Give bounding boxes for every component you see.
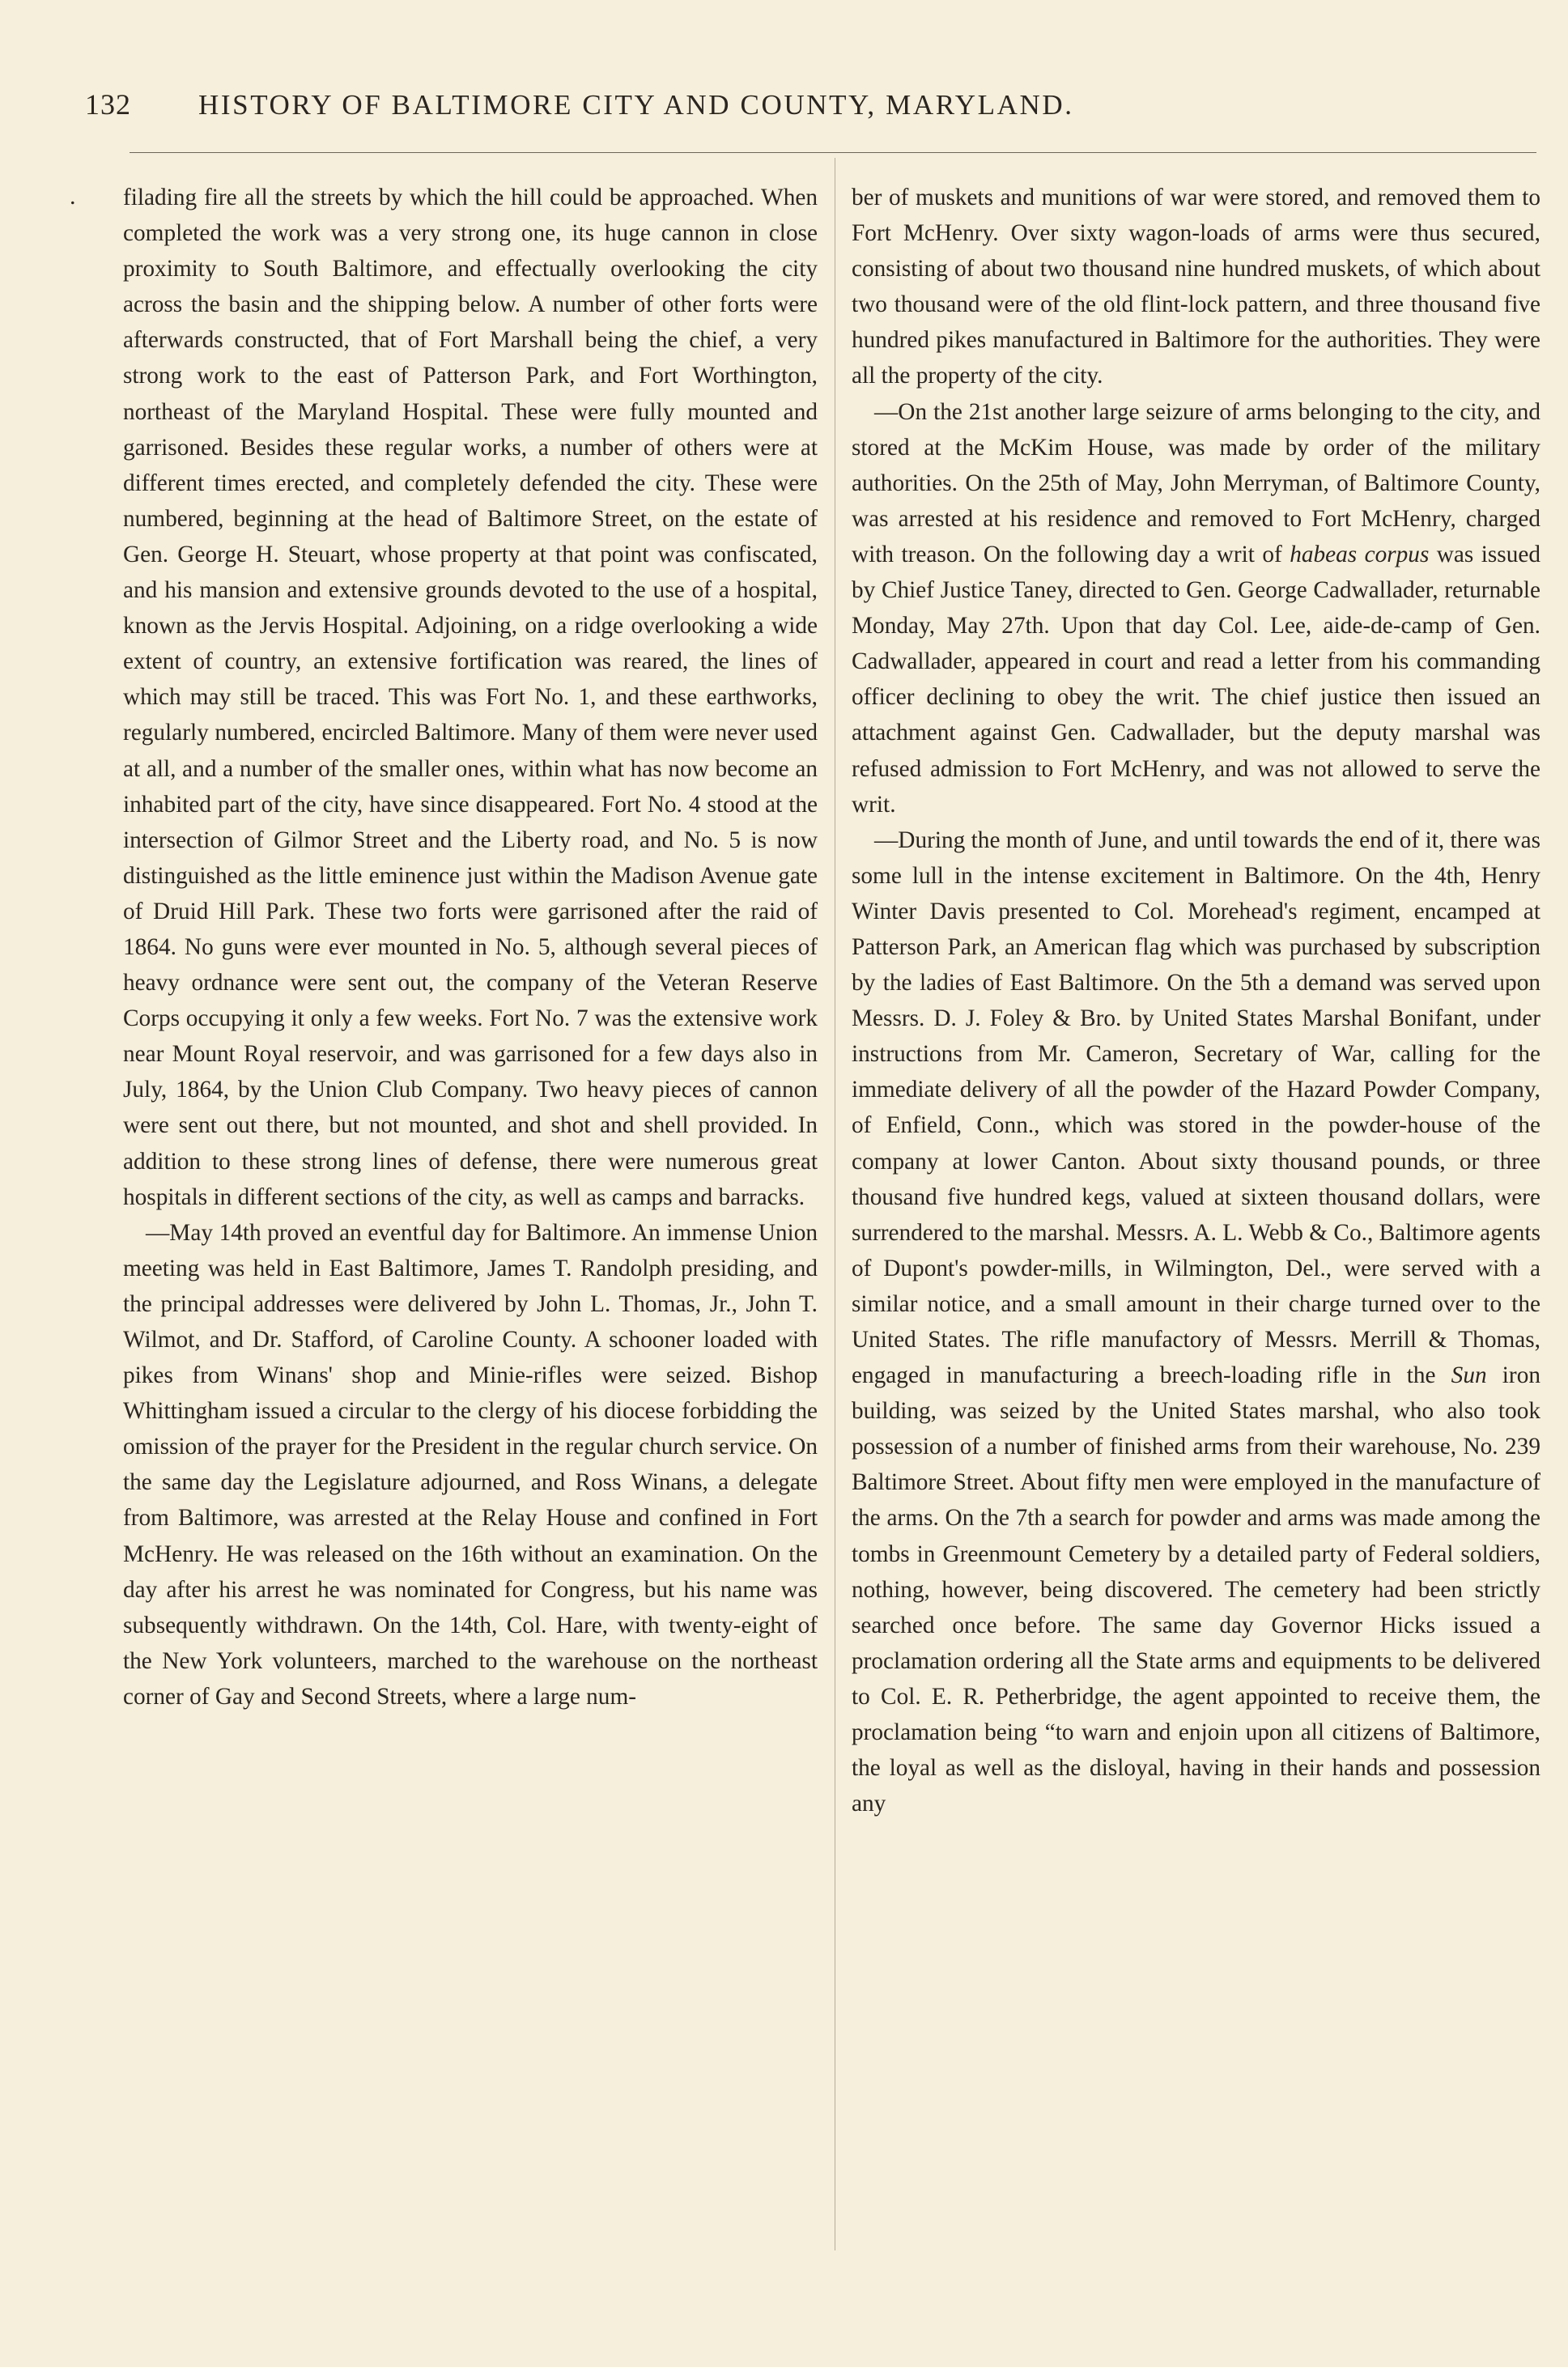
habeas-corpus-italic: habeas corpus <box>1290 541 1430 567</box>
header-rule <box>130 152 1536 153</box>
left-paragraph-1: filading fire all the streets by which the hill could be approached. When completed the work was a very strong one, its huge cannon in close proximity to South Baltimore, and effectually overlooking the city across the basin and the shipping below. A number of other forts were afterwards constructed, that of Fort Marshall being the chief, a very strong work to the east of Patterson Park, and Fort Worthington, northeast of the Maryland Hospital. These were fully mounted and garrisoned. Besides these regular works, a number of others were at different times erected, and completely defended the city. These were numbered, beginning at the head of Baltimore Street, on the estate of Gen. George H. Steuart, whose property at that point was confiscated, and his mansion and extensive grounds devoted to the use of a hospital, known as the Jervis Hospital. Adjoining, on a ridge overlooking a wide extent of country, an extensive fortification was reared, the lines of which may still be traced. This was Fort No. 1, and these earthworks, regularly numbered, encircled Baltimore. Many of them were never used at all, and a number of the smaller ones, within what has now become an inhabited part of the city, have since disappeared. Fort No. 4 stood at the intersection of Gilmor Street and the Liberty road, and No. 5 is now distinguished as the little eminence just within the Madison Avenue gate of Druid Hill Park. These two forts were garrisoned after the raid of 1864. No guns were ever mounted in No. 5, although several pieces of heavy ordnance were sent out, the company of the Veteran Reserve Corps occupying it only a few weeks. Fort No. 7 was the extensive work near Mount Royal reservoir, and was garrisoned for a few days also in July, 1864, by the Union Club Company. Two heavy pieces of cannon were sent out there, but not mounted, and shot and shell provided. In addition to these strong lines of defense, there were numerous great hospitals in different sections of the city, as well as camps and barracks. <box>123 185 818 1210</box>
right-paragraph-1: ber of muskets and munitions of war were stored, and removed them to Fort McHenry. Over sixty wagon-loads of arms were thus secured, consisting of about two thousand nine hundred muskets, of which about two thousand were of the old flint-lock pattern, and three thousand five hundred pikes manufactured in Baltimore for the authorities. They were all the property of the city. <box>852 185 1540 389</box>
right-paragraph-2-text-b: was issued by Chief Justice Taney, directed to Gen. George Cadwallader, returnable Monday, May 27th. Upon that day Col. Lee, aide-de-camp of Gen. Cadwallader, appeared in court and read a letter from his commanding officer declining to obey the writ. The chief justice then issued an attachment against Gen. Cadwallader, but the deputy marshal was refused admission to Fort McHenry, and was not allowed to serve the writ. <box>852 541 1540 818</box>
right-paragraph-3 <box>852 822 1540 1822</box>
right-paragraph-2-text-a: —On the 21st another large seizure of arms belonging to the city, and stored at the McKim House, was made by order of the military authorities. On the 25th of May, John Merryman, of Baltimore County, was arrested at his residence and removed to Fort McHenry, charged with treason. On the following day a writ of <box>852 398 1540 567</box>
right-paragraph-3-text-a: —During the month of June, and until towards the end of it, there was some lull in the intense excitement in Baltimore. On the 4th, Henry Winter Davis presented to Col. Morehead's regiment, encamped at Patterson Park, an American flag which was purchased by subscription by the ladies of East Baltimore. On the 5th a demand was served upon Messrs. D. J. Foley & Bro. by United States Marshal Bonifant, under instructions from Mr. Cameron, Secretary of War, calling for the immediate delivery of all the powder of the Hazard Powder Company, of Enfield, Conn., which was stored in the powder-house of the company at lower Canton. About sixty thousand pounds, or three thousand five hundred kegs, valued at sixteen thousand dollars, were surrendered to the marshal. Messrs. A. L. Webb & Co., Baltimore agents of Dupont's powder-mills, in Wilmington, Del., were served with a similar notice, and a small amount in their charge turned over to the United States. The rifle manufactory of Messrs. Merrill & Thomas, engaged in manufacturing a breech-loading rifle in the <box>852 827 1540 1389</box>
left-column <box>123 180 818 1715</box>
running-head <box>85 87 1348 136</box>
margin-mark: . <box>70 183 76 210</box>
right-paragraph-3-text-b: iron building, was seized by the United States marshal, who also took possession of a number of finished arms from their warehouse, No. 239 Baltimore Street. About fifty men were employed in the manufacture of the arms. On the 7th a search for powder and arms was made among the tombs in Greenmount Cemetery by a detailed party of Federal soldiers, nothing, however, being discovered. The cemetery had been strictly searched once before. The same day Governor Hicks issued a proclamation ordering all the State arms and equipments to be delivered to Col. E. R. Petherbridge, the agent appointed to receive them, the proclamation being “to warn and enjoin upon all citizens of Baltimore, the loyal as well as the disloyal, having in their hands and possession any <box>852 1362 1540 1817</box>
right-paragraph-2 <box>852 394 1540 822</box>
right-column <box>852 180 1540 1821</box>
sun-italic: Sun <box>1451 1362 1487 1389</box>
page-number: 132 <box>85 88 131 121</box>
page-title: HISTORY OF BALTIMORE CITY AND COUNTY, MARYLAND. <box>198 89 1074 121</box>
left-paragraph-2: —May 14th proved an eventful day for Baltimore. An immense Union meeting was held in East Baltimore, James T. Randolph presiding, and the principal addresses were delivered by John L. Thomas, Jr., John T. Wilmot, and Dr. Stafford, of Caroline County. A schooner loaded with pikes from Winans' shop and Minie-rifles were seized. Bishop Whittingham issued a circular to the clergy of his diocese forbidding the omission of the prayer for the President in the regular church service. On the same day the Legislature adjourned, and Ross Winans, a delegate from Baltimore, was arrested at the Relay House and confined in Fort McHenry. He was released on the 16th without an examination. On the day after his arrest he was nominated for Congress, but his name was subsequently withdrawn. On the 14th, Col. Hare, with twenty-eight of the New York volunteers, marched to the warehouse on the northeast corner of Gay and Second Streets, where a large num- <box>123 1219 818 1710</box>
